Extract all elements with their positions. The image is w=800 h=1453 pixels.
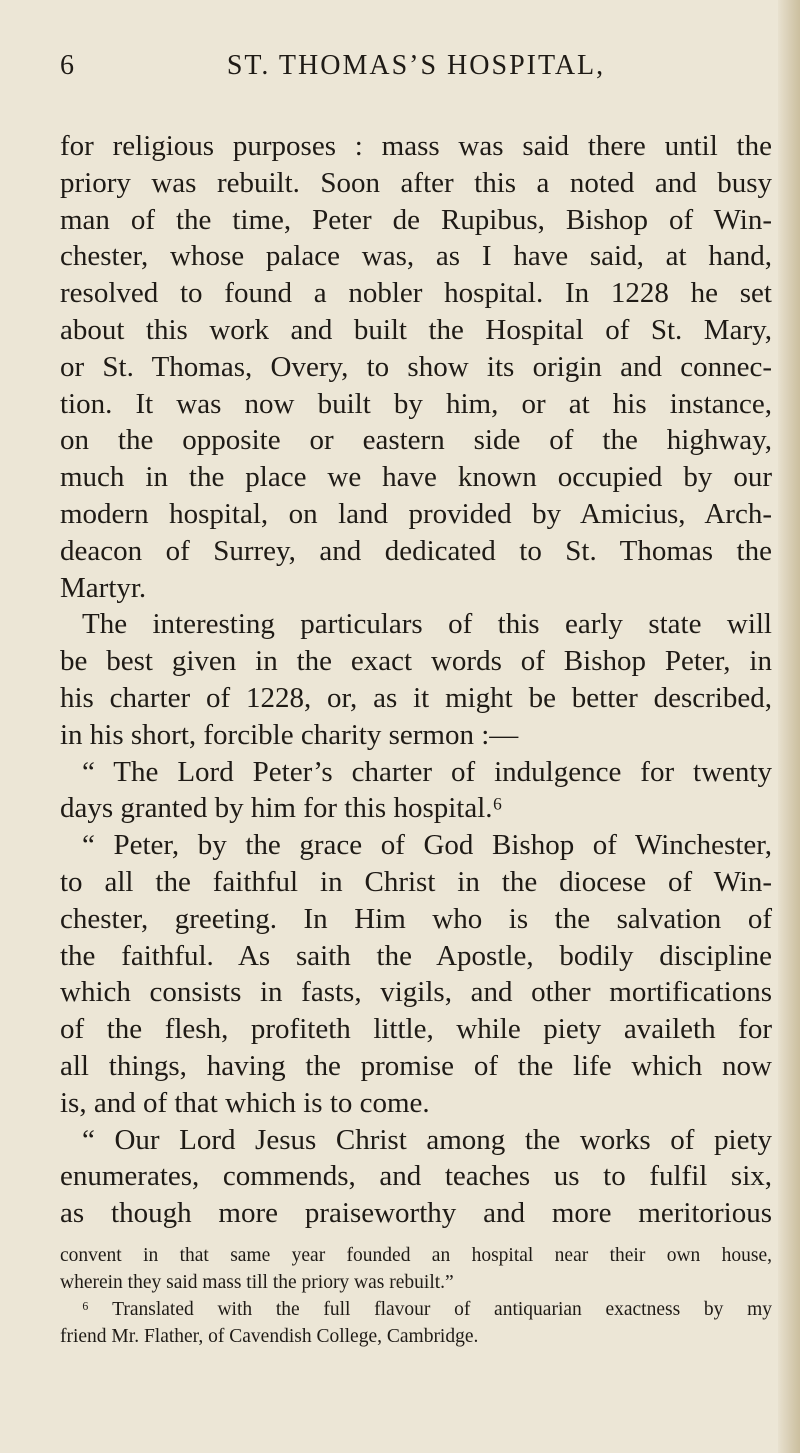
body-line: in his short, forcible charity sermon :—: [60, 718, 519, 751]
body-line: enumerates, commends, and teaches us to fulfil six,: [60, 1160, 772, 1193]
footnote-line: wherein they said mass till the priory was rebuilt.”: [60, 1271, 454, 1293]
body-line: tion. It was now built by him, or at his instance,: [60, 387, 772, 420]
body-line: “ The Lord Peter’s charter of indulgence for twenty: [82, 755, 772, 788]
body-line: modern hospital, on land provided by Amicius, Arch-: [60, 497, 772, 530]
body-line: “ Peter, by the grace of God Bishop of Winchester,: [82, 829, 772, 862]
body-line: or St. Thomas, Overy, to show its origin and connec-: [60, 350, 772, 383]
body-line: deacon of Surrey, and dedicated to St. Thomas the: [60, 534, 772, 567]
body-line: all things, having the promise of the life which now: [60, 1049, 772, 1082]
body-line: for religious purposes : mass was said there until the: [60, 130, 772, 162]
footnote-line: ⁶ Translated with the full flavour of antiquarian exactness by my: [82, 1298, 772, 1320]
body-line: of the flesh, profiteth little, while piety availeth for: [60, 1013, 772, 1046]
running-title: ST. THOMAS’S HOSPITAL,: [226, 50, 606, 81]
body-line: days granted by him for this hospital.⁶: [60, 792, 503, 825]
page-number: 6: [60, 50, 75, 81]
body-line: his charter of 1228, or, as it might be better described,: [60, 681, 772, 714]
body-line: Martyr.: [60, 571, 147, 604]
body-line: priory was rebuilt. Soon after this a noted and busy: [60, 166, 772, 199]
footnote-line: convent in that same year founded an hospital near their own house,: [60, 1244, 772, 1266]
body-line: chester, whose palace was, as I have said, at hand,: [60, 240, 772, 273]
body-line: be best given in the exact words of Bishop Peter, in: [60, 645, 772, 678]
footnotes: [60, 1242, 772, 1350]
body-line: The interesting particulars of this early state will: [82, 608, 772, 641]
body-line: which consists in fasts, vigils, and other mortifications: [60, 976, 772, 1009]
body-line: about this work and built the Hospital of St. Mary,: [60, 313, 772, 346]
body-line: to all the faithful in Christ in the diocese of Win-: [60, 865, 772, 898]
book-page: [60, 50, 772, 1350]
body-line: as though more praiseworthy and more meritorious: [60, 1197, 772, 1230]
body-line: on the opposite or eastern side of the highway,: [60, 424, 772, 457]
body-line: resolved to found a nobler hospital. In 1228 he set: [60, 277, 772, 310]
page-edge: [778, 0, 800, 1453]
body-line: “ Our Lord Jesus Christ among the works of piety: [82, 1123, 772, 1156]
body-line: the faithful. As saith the Apostle, bodily discipline: [60, 939, 772, 972]
body-text: [60, 128, 772, 1232]
body-line: chester, greeting. In Him who is the salvation of: [60, 902, 772, 935]
running-head: [60, 50, 772, 90]
body-line: much in the place we have known occupied by our: [60, 461, 772, 494]
body-line: man of the time, Peter de Rupibus, Bishop of Win-: [60, 203, 772, 236]
footnote-line: friend Mr. Flather, of Cavendish College, Cambridge.: [60, 1325, 479, 1347]
body-line: is, and of that which is to come.: [60, 1086, 430, 1119]
